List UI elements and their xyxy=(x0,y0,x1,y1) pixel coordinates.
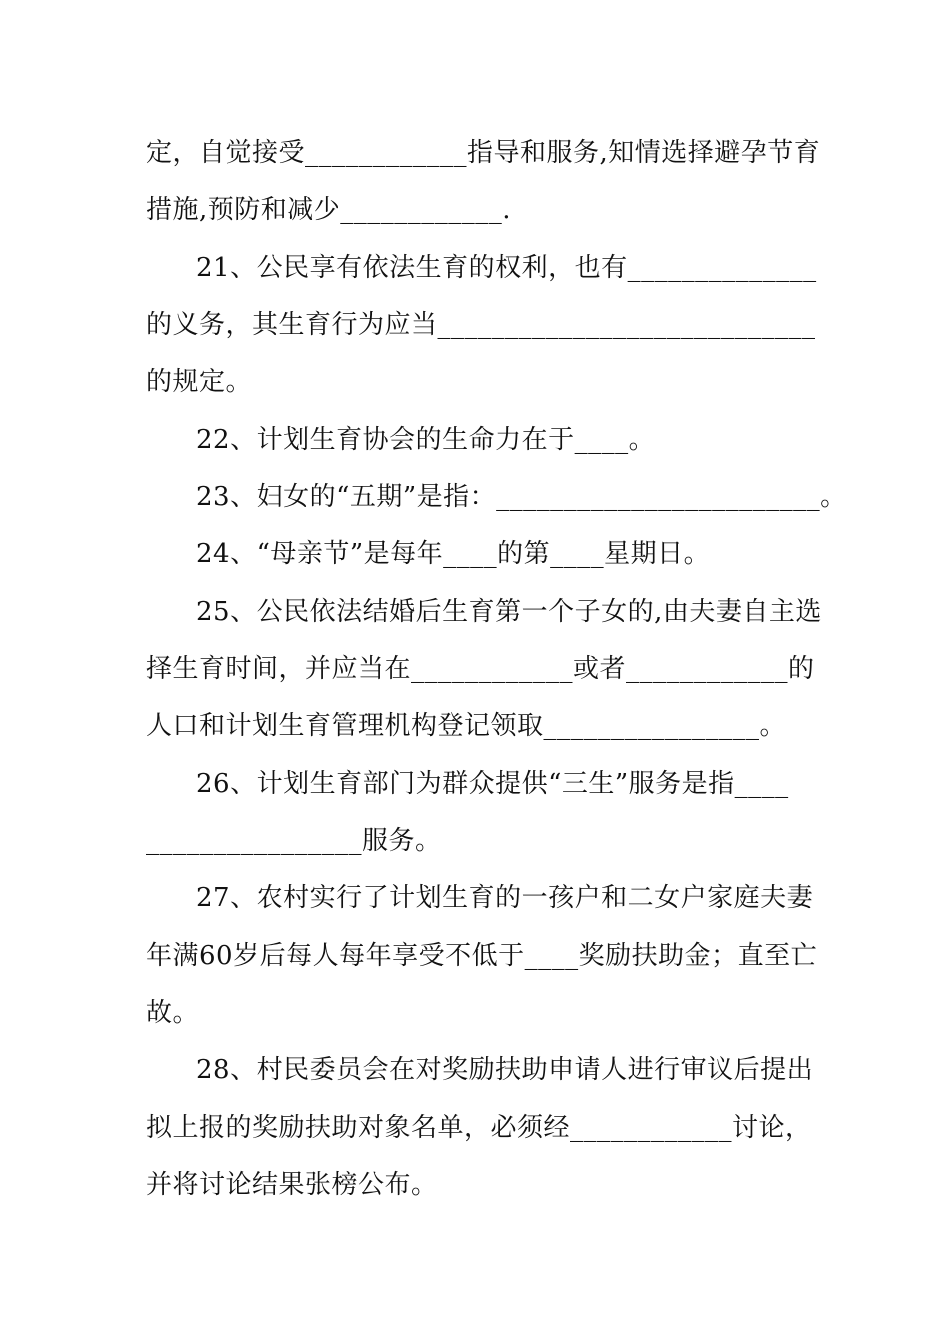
question-22-line: 22、计划生育协会的生命力在于____。 xyxy=(196,425,656,455)
text-line: 定，自觉接受____________指导和服务,知情选择避孕节育 xyxy=(146,138,821,168)
text-line: 年满60岁后每人每年享受不低于____奖励扶助金；直至亡 xyxy=(146,941,818,971)
text-line: 人口和计划生育管理机构登记领取________________。 xyxy=(146,711,787,741)
question-25-line: 25、公民依法结婚后生育第一个子女的,由夫妻自主选 xyxy=(196,597,822,627)
text-line: 择生育时间，并应当在____________或者____________的 xyxy=(146,654,815,684)
text-line: 的义务，其生育行为应当____________________________ xyxy=(146,310,816,340)
question-24-line: 24、“母亲节”是每年____的第____星期日。 xyxy=(196,539,711,569)
question-26-line: 26、计划生育部门为群众提供“三生”服务是指____ xyxy=(196,769,789,799)
text-line: 措施,预防和减少____________. xyxy=(146,195,512,225)
text-line: 的规定。 xyxy=(146,367,253,397)
text-line: 并将讨论结果张榜公布。 xyxy=(146,1170,438,1200)
text-line: ________________服务。 xyxy=(146,826,442,856)
question-27-line: 27、农村实行了计划生育的一孩户和二女户家庭夫妻 xyxy=(196,883,814,913)
text-line: 拟上报的奖励扶助对象名单，必须经____________讨论， xyxy=(146,1113,812,1143)
question-28-line: 28、村民委员会在对奖励扶助申请人进行审议后提出 xyxy=(196,1055,814,1085)
text-line: 故。 xyxy=(146,998,200,1028)
question-21-line: 21、公民享有依法生育的权利，也有______________ xyxy=(196,253,817,283)
question-23-line: 23、妇女的“五期”是指：________________________。 xyxy=(196,482,847,512)
